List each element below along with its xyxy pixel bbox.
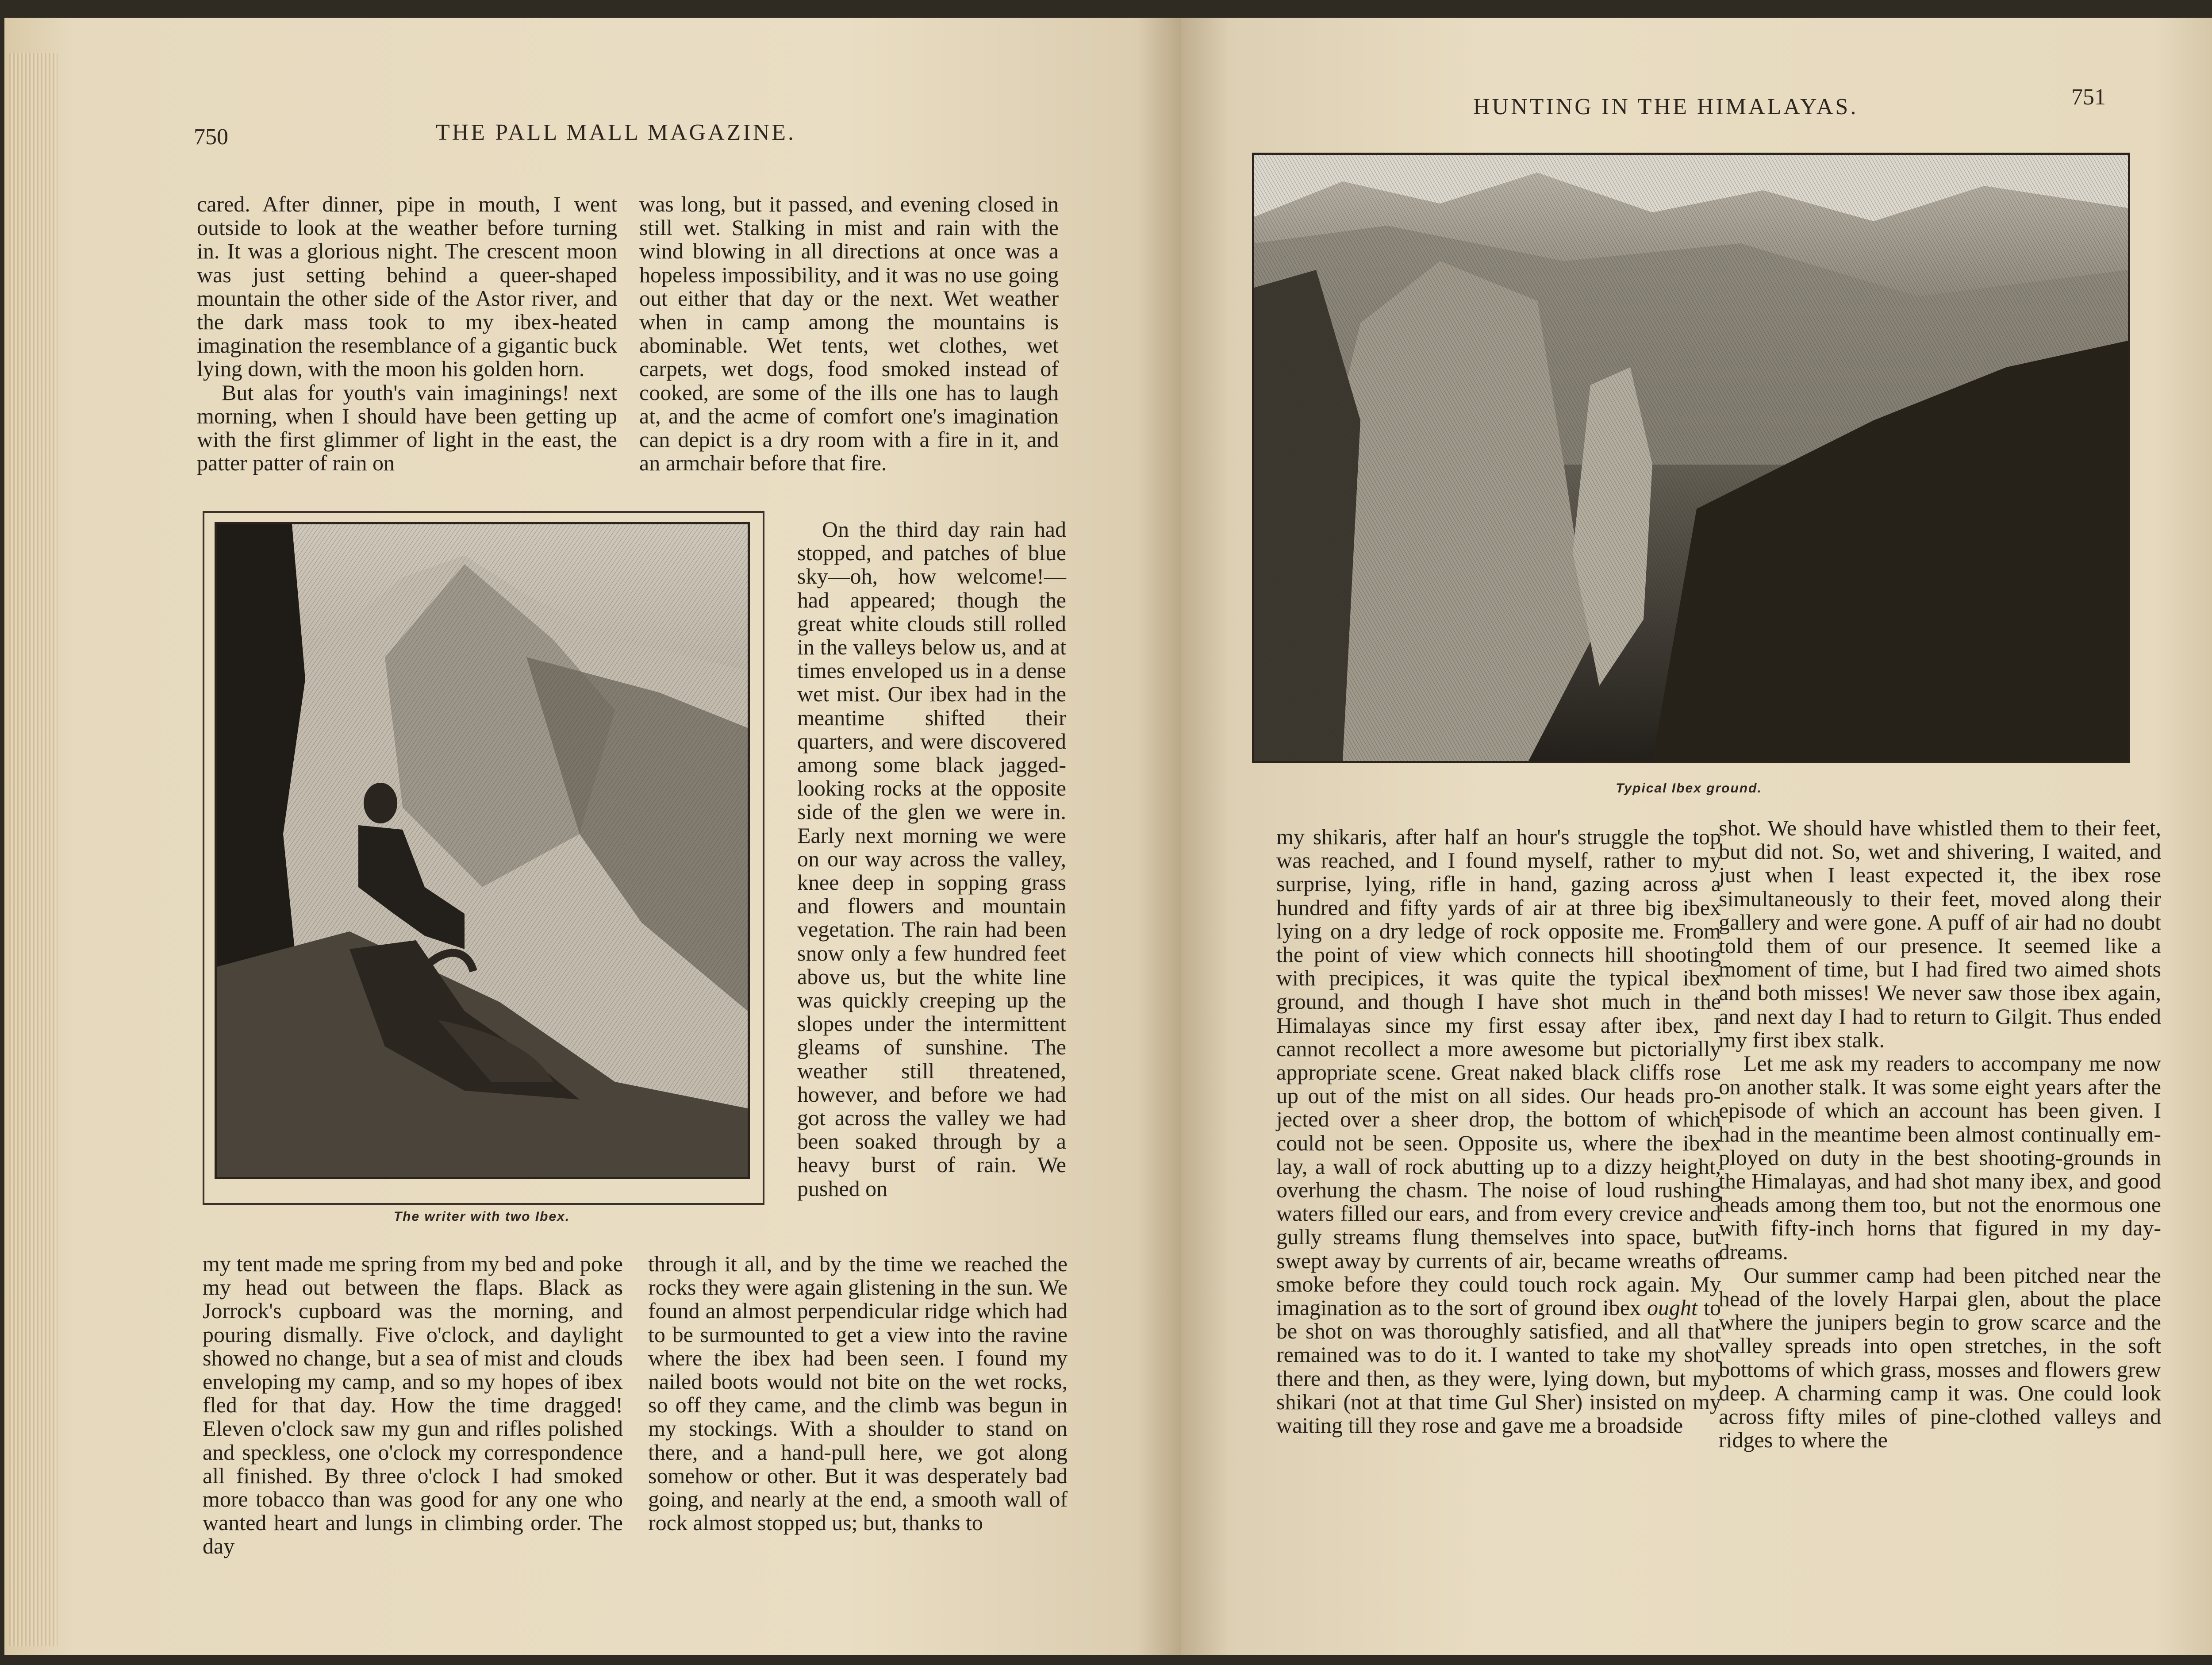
figure-writer-with-ibex [215,522,750,1179]
right-col2 [1719,816,2161,1452]
text-run: to be shot on was thoroughly satisfied, and all that remained was to do it. I wanted to take my shot there and then, as they were, lying down, but my shikari (not at that time Gul Sher) insisted on my waiting till they rose and gave me a broadside [1276,1295,1721,1438]
paragraph: cared. After dinner, pipe in mouth, I went outside to look at the weather before turning in. It was a glorious night. The crescent moon was just setting behind a queer-shaped mountain the other side of the Astor river, and the dark mass took to my ibex-heated imagination the resemblance of a gigantic buck lying down, with the moon his golden horn. [197,192,617,381]
left-page [4,18,1181,1655]
page-number-right: 751 [2071,85,2106,110]
right-col1 [1276,825,1721,1437]
paragraph: was long, but it passed, and evening closed in still wet. Stalking in mist and rain with the wind blowing in all directions at once was a hopeless impossibility, and it was no use going out either that day or the next. Wet weather when in camp among the mountains is abominable. Wet tents, wet clothes, wet carpets, wet dogs, food smoked instead of cooked, are some of the ills one has to laugh at, and the acme of comfort one's imagination can depict is a dry room with a fire in it, and an armchair before that fire. [639,192,1059,476]
running-head-right: HUNTING IN THE HIMALAYAS. [1473,94,1859,119]
text-run: my shikaris, after half an hour's struggle the top was reached, and I found myself, rather to my surprise, lying, rifle in hand, gazing across a hundred and fifty yards of air at three big ibex lying on a dry ledge of rock opposite me. From the point of view which connects hill shooting with precipices, it was quite the typical ibex ground, and though I have shot much in the Himalayas since my first essay after ibex, I cannot recollect a more awesome but pictorially appropriate scene. Great naked black cliffs rose up out of the mist on all sides. Our heads projected over a sheer drop, the bottom of which could not be seen. Opposite us, where the ibex lay, a wall of rock abutting up to a dizzy height, overhung the chasm. The noise of loud rushing waters filled our ears, and from every crevice and gully streams flung themselves into space, but swept away by currents of air, became wreaths of smoke before they could touch rock again. My imagination as to the sort of ground ibex [1276,824,1721,1320]
paragraph: On the third day rain had stopped, and patches of blue sky—oh, how welcome!—had appeared; though the great white clouds still rolled in the valleys below us, and at times enveloped us in a dense wet mist. Our ibex had in the meantime shifted their quarters, and were discovered among some black jagged-looking rocks at the opposite side of the glen we were in. Early next morning we were on our way across the valley, knee deep in sopping grass and flowers and mountain vegetation. The rain had been snow only a few hundred feet above us, but the white line was quickly creeping up the slopes under the intermittent gleams of sunshine. The weather still threatened, however, and before we had got across the valley we had been soaked through by a heavy burst of rain. We pushed on [797,517,1066,1201]
paragraph: But alas for youth's vain imaginings! next morning, when I should have been getting up with the first glimmer of light in the east, the patter patter of rain on [197,380,617,476]
page-edges [9,53,58,1646]
right-page [1181,18,2212,1655]
emphasis: ought [1647,1295,1697,1320]
paragraph: shot. We should have whistled them to their feet, but did not. So, wet and shivering, I waited, and just when I least expected it, the ibex rose simultaneously to their feet, moved along their gallery and were gone. A puff of air had no doubt told them of our presence. It seemed like a moment of time, but I had fired two aimed shots and both misses! We never saw those ibex again, and next day I had to return to Gilgit. Thus ended my first ibex stalk. [1719,815,2161,1052]
page-number-left: 750 [194,124,228,150]
figure-caption-right: Typical Ibex ground. [1616,781,1762,796]
paragraph: my tent made me spring from my bed and poke my head out between the flaps. Black as Jorrock's cupboard was the morning, and pouring dismally. Five o'clock, and daylight showed no change, but a sea of mist and clouds enveloping my camp, and so my hopes of ibex fled for that day. How the time dragged! Eleven o'clock saw my gun and rifles polished and speckless, one o'clock my correspondence all finished. By three o'clock I had smoked more tobacco than was good for any one who wanted heart and lungs in climbing order. The day [203,1251,623,1559]
paragraph: Our summer camp had been pitched near the head of the lovely Harpai glen, about the place where the junipers begin to grow scarce and the valley spreads into open stretches, in the soft bottoms of which grass, mosses and flowers grew deep. A charming camp it was. One could look across fifty miles of pine-clothed valleys and ridges to where the [1719,1262,2161,1453]
paragraph: through it all, and by the time we reached the rocks they were again glistening in the sun. We found an almost perpendicular ridge which had to be surmounted to get a view into the ravine where the ibex had been seen. I found my nailed boots would not bite on the wet rocks, so off they came, and the climb was begun in my stockings. With a shoulder to stand on there, and a hand-pull here, we got along somehow or other. But it was desperately bad going, and nearly at the end, a smooth wall of rock almost stopped us; but, thanks to [648,1251,1068,1535]
paragraph: Let me ask my readers to accompany me now on another stalk. It was some eight years after the episode of which an account has been given. I had in the meantime been almost continually employed on duty in the best shooting-grounds in the Himalayas, and had shot many ibex, and good heads among them too, but not the enormous one with fifty-inch horns that figured in my day-dreams. [1719,1051,2161,1264]
left-col1-top [197,192,617,475]
left-col1-bottom [203,1252,623,1558]
paragraph [1276,825,1721,1437]
figure-caption-left: The writer with two Ibex. [393,1209,570,1224]
figure-typical-ibex-ground [1252,153,2130,763]
left-col2-side [797,518,1066,1200]
running-head-left: THE PALL MALL MAGAZINE. [436,120,796,145]
left-col2-bottom [648,1252,1068,1534]
left-col2-top [639,192,1059,475]
